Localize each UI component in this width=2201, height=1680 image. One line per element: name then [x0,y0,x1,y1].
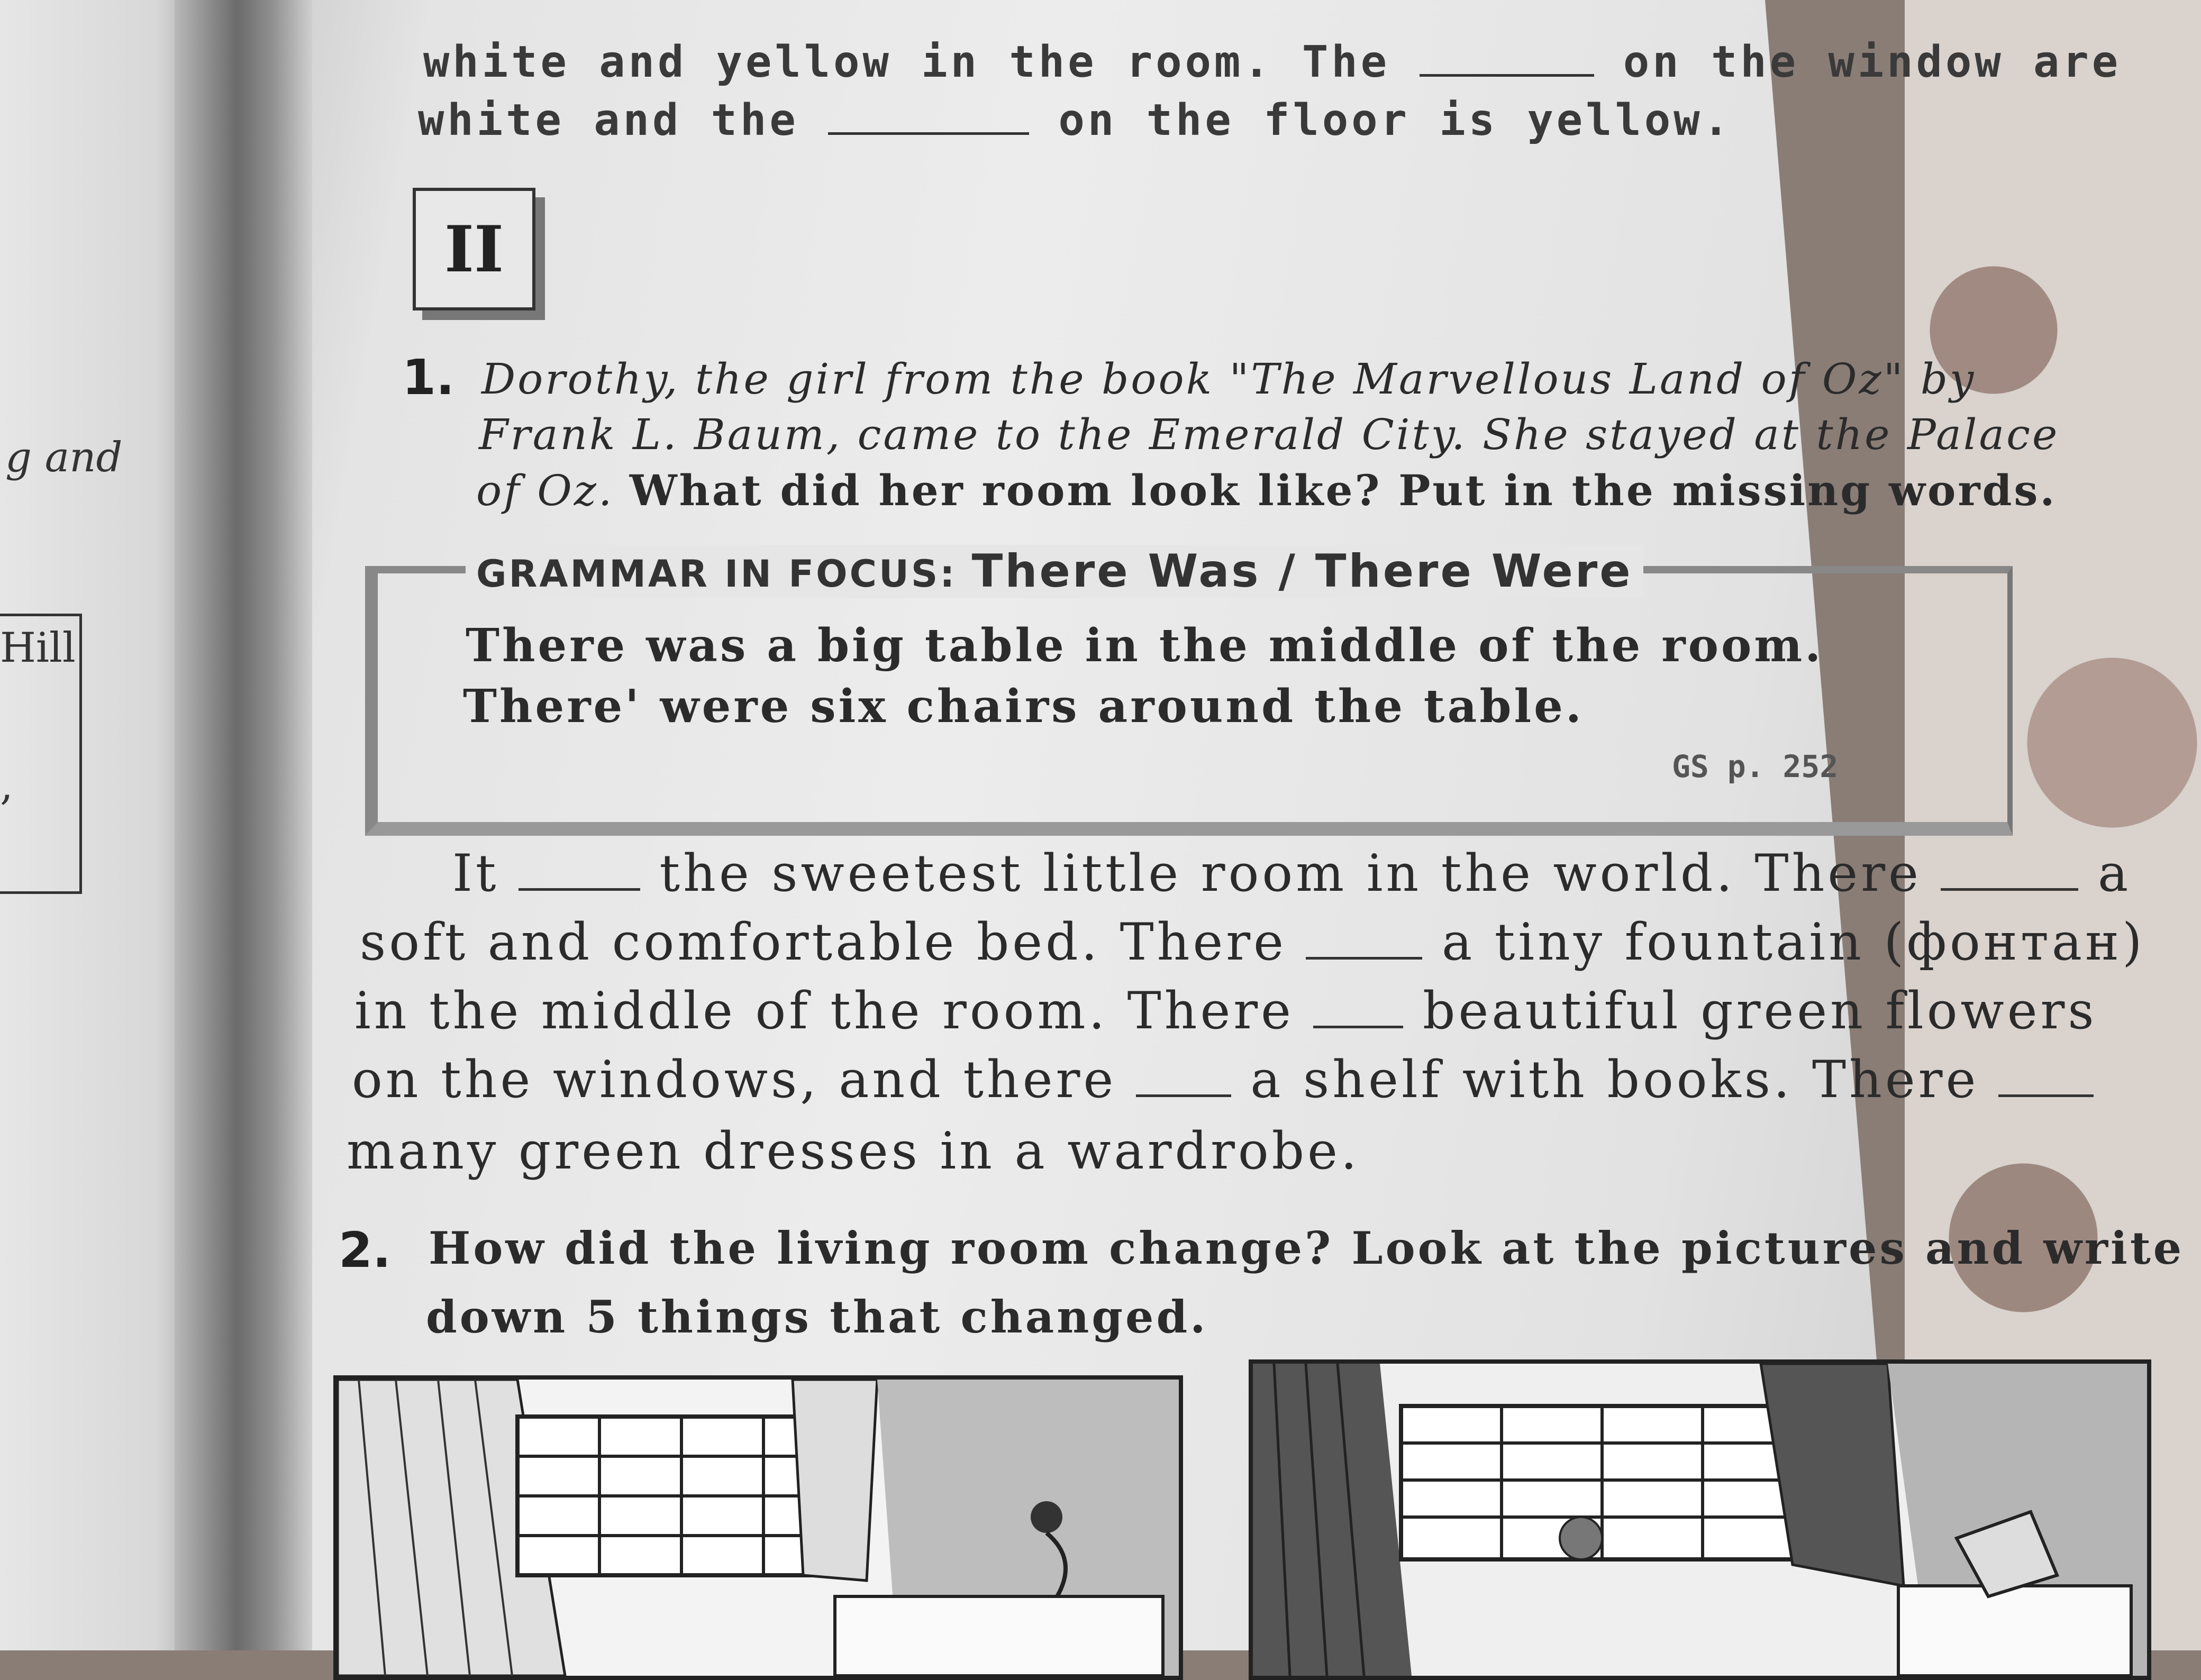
grammar-example-2: There' were six chairs around the table. [463,680,1584,733]
left-fragment-and: g and [5,434,123,481]
grammar-reference: GS p. 252 [1672,748,1839,784]
blank-4[interactable] [1941,888,2078,891]
exercise-2-line-2: down 5 things that changed. [426,1291,1208,1343]
exercise-2-line-1: How did the living room change? Look at the pictures and write [429,1222,2185,1274]
blank-6[interactable] [1313,1026,1403,1028]
living-room-picture-before [333,1375,1183,1680]
blank-3[interactable] [519,888,640,891]
section-number-box [413,188,535,311]
left-fragment-hill: Hill [0,624,76,672]
top-text-line-1: white and yellow in the room. The on the window are [423,37,2122,87]
grammar-example-1: There was a big table in the middle of the room. [466,619,1824,672]
exercise-1-intro-line-1: Dorothy, the girl from the book "The Marvellous Land of Oz" by [481,354,1976,404]
exercise-1-text-line-1: It the sweetest little room in the world. There a [452,844,2132,903]
blank-7[interactable] [1136,1094,1231,1097]
exercise-1-text-line-2: soft and comfortable bed. There a tiny fountain (фонтан) [360,912,2145,972]
blank-5[interactable] [1306,957,1422,960]
blank-8[interactable] [1998,1094,2094,1097]
top-text-line-2: white and the on the floor is yellow. [418,95,1733,145]
blank-2[interactable] [828,132,1029,135]
exercise-1-text-line-3: in the middle of the room. There beautiful green flowers [354,981,2097,1040]
exercise-1-text-line-5: many green dresses in a wardrobe. [347,1121,1360,1181]
exercise-1-intro-line-3: of Oz. What did her room look like? Put in the missing words. [476,465,2057,515]
grammar-focus-title: GRAMMAR IN FOCUS: There Was / There Were [466,545,1643,598]
book-gutter-shadow [175,0,312,1650]
exercise-1-intro-line-2: Frank L. Baum, came to the Emerald City. She stayed at the Palace [479,410,2060,459]
exercise-2-number: 2. [339,1222,391,1279]
exercise-1-text-line-4: on the windows, and there a shelf with books. There [352,1050,2094,1109]
left-fragment-comma: , [0,762,13,809]
exercise-1-number: 1. [402,349,454,406]
section-number: II [444,212,504,287]
blank-1[interactable] [1420,74,1594,77]
living-room-picture-after [1249,1359,2151,1680]
